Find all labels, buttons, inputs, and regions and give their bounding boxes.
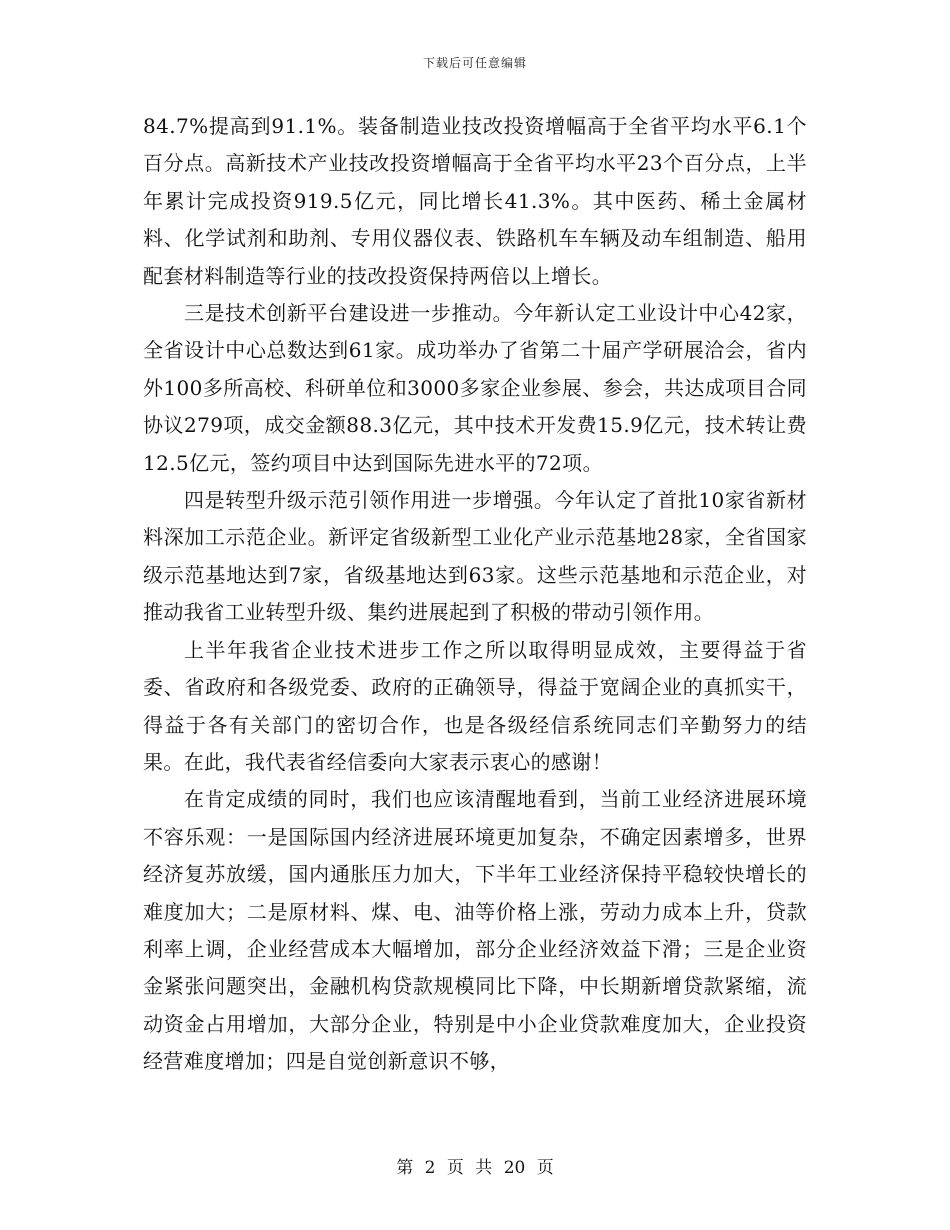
paragraph-1: 84.7%提高到91.1%。装备制造业技改投资增幅高于全省平均水平6.1个百分点。高新技术产业技改投资增幅高于全省平均水平23个百分点，上半年累计完成投资919.5亿元，同比增长41.3%。其中医药、稀土金属材料、化学试剂和助剂、专用仪器仪表、铁路机车车辆及动车组制造、船用配套材料制造等行业的技改投资保持两倍以上增长。: [143, 114, 807, 288]
paragraph-5: 在肯定成绩的同时，我们也应该清醒地看到，当前工业经济进展环境不容乐观：一是国际国内经济进展环境更加复杂，不确定因素增多，世界经济复苏放缓，国内通胀压力加大，下半年工业经济保持平稳较快增长的难度加大；二是原材料、煤、电、油等价格上涨，劳动力成本上升，贷款利率上调，企业经营成本大幅增加，部分企业经济效益下滑；三是企业资金紧张问题突出，金融机构贷款规模同比下降，中长期新增贷款紧缩，流动资金占用增加，大部分企业，特别是中小企业贷款难度加大，企业投资经营难度增加；四是自觉创新意识不够，: [143, 787, 807, 1074]
page-footer: 第 2 页 共 20 页: [396, 1158, 554, 1178]
page-header: 下载后可任意编辑: [422, 56, 527, 70]
paragraph-2: 三是技术创新平台建设进一步推动。今年新认定工业设计中心42家，全省设计中心总数达到61家。成功举办了省第二十届产学研展洽会，省内外100多所高校、科研单位和3000多家企业参展、参会，共达成项目合同协议279项，成交金额88.3亿元，其中技术开发费15.9亿元，技术转让费12.5亿元，签约项目中达到国际先进水平的72项。: [143, 301, 807, 475]
paragraph-3: 四是转型升级示范引领作用进一步增强。今年认定了首批10家省新材料深加工示范企业。新评定省级新型工业化产业示范基地28家，全省国家级示范基地达到7家，省级基地达到63家。这些示范基地和示范企业，对推动我省工业转型升级、集约进展起到了积极的带动引领作用。: [143, 488, 807, 625]
paragraph-4: 上半年我省企业技术进步工作之所以取得明显成效，主要得益于省委、省政府和各级党委、政府的正确领导，得益于宽阔企业的真抓实干，得益于各有关部门的密切合作，也是各级经信系统同志们辛勤努力的结果。在此，我代表省经信委向大家表示衷心的感谢！: [143, 637, 807, 774]
document-body: [143, 108, 807, 1081]
